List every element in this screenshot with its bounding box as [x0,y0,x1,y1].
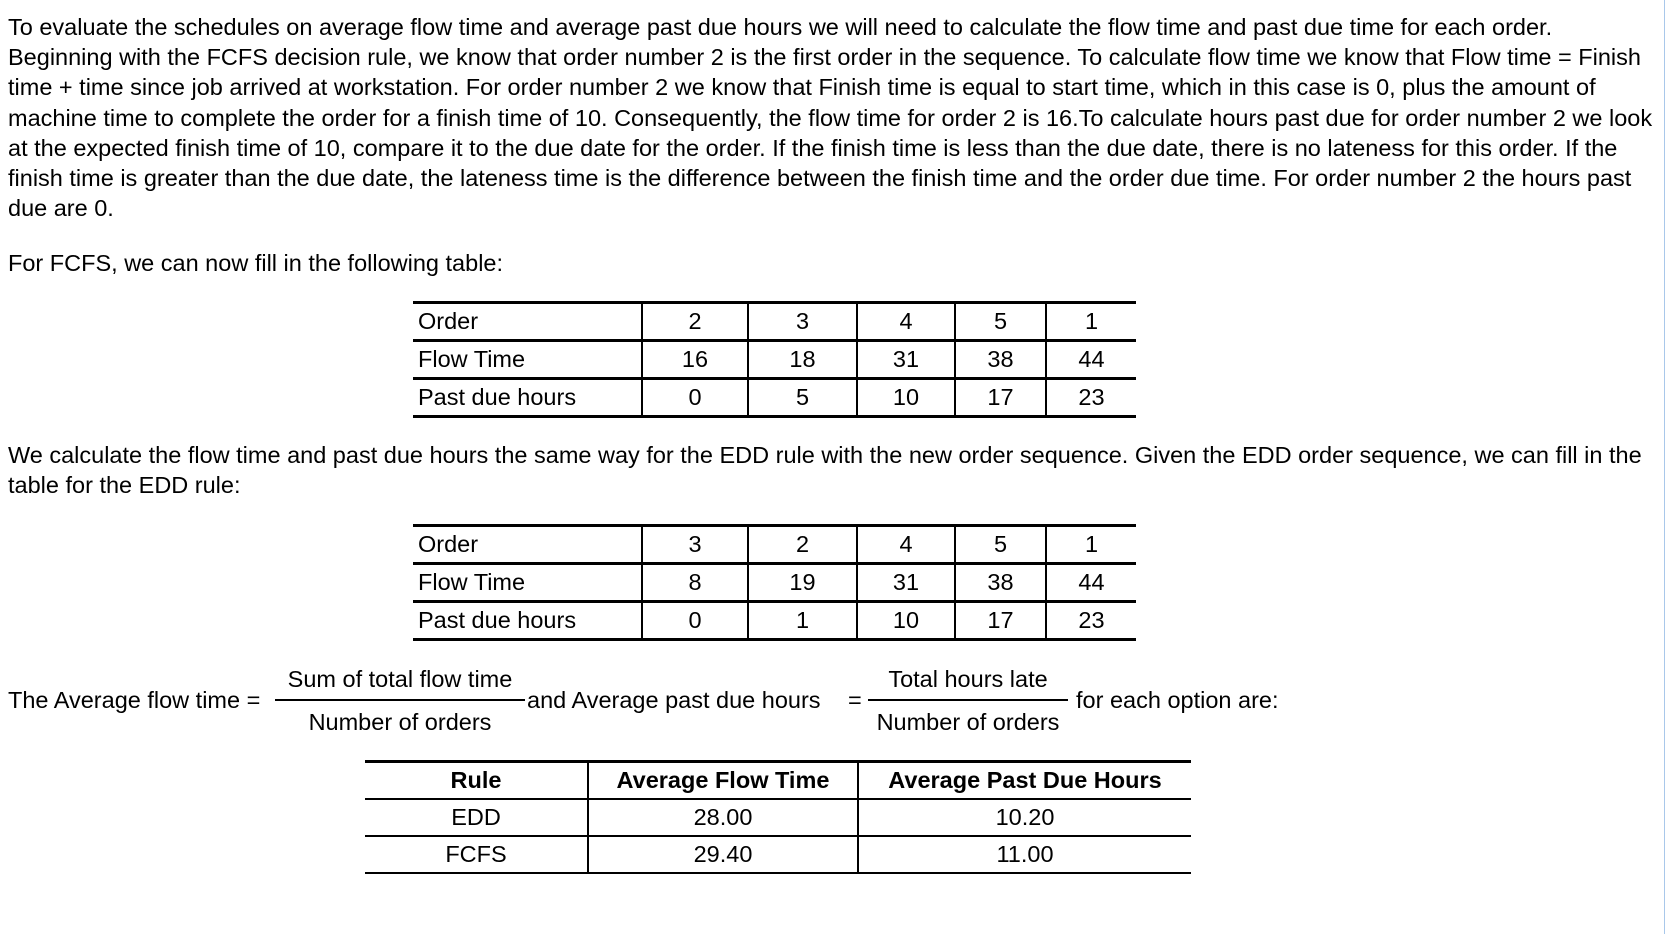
edd-intro-text: We calculate the flow time and past due hours the same way for the EDD rule with the new order sequence. Given the EDD order sequence, we can fill in the table for the EDD rule: [8,442,1642,499]
table-cell: 5 [955,526,1046,564]
table-cell: 4 [857,303,955,341]
table-cell: 44 [1046,564,1136,602]
table-cell: 17 [955,602,1046,640]
header-avg-past-due: Average Past Due Hours [858,762,1191,800]
table-cell: 17 [955,379,1046,417]
table-row [413,602,1136,640]
table-row [365,836,1191,873]
avg-past-due-cell: 10.20 [858,799,1191,836]
table-row [413,303,1136,341]
past-due-fraction [868,666,1068,736]
avg-flow-cell: 29.40 [588,836,858,873]
table-cell: 18 [748,341,857,379]
table-cell: 10 [857,379,955,417]
row-label: Order [413,526,642,564]
table-cell: 38 [955,564,1046,602]
rule-cell: FCFS [365,836,588,873]
table-row [413,341,1136,379]
table-cell: 38 [955,341,1046,379]
flow-numerator: Sum of total flow time [275,666,525,701]
table-cell: 3 [642,526,748,564]
table-row [413,526,1136,564]
past-denominator: Number of orders [876,709,1060,735]
formula-prefix: The Average flow time = [8,687,261,713]
table-cell: 2 [642,303,748,341]
table-cell: 1 [1046,526,1136,564]
table-cell: 31 [857,341,955,379]
fcfs-table [413,301,1136,418]
formula-middle: and Average past due hours [527,687,821,713]
flow-denominator: Number of orders [308,709,492,735]
table-cell: 4 [857,526,955,564]
table-header-row [365,762,1191,800]
formula-suffix: for each option are: [1076,687,1279,713]
formula-equals: = [848,687,862,713]
table-row [413,564,1136,602]
table-row [413,379,1136,417]
avg-past-due-cell: 11.00 [858,836,1191,873]
window-scrollbar-edge[interactable] [1662,0,1668,934]
table-cell: 23 [1046,379,1136,417]
table-cell: 2 [748,526,857,564]
table-cell: 5 [748,379,857,417]
table-cell: 16 [642,341,748,379]
table-cell: 44 [1046,341,1136,379]
intro-paragraph: To evaluate the schedules on average flow time and average past due hours we will need to calculate the flow time and past due time for each order. Beginning with the FCFS decision rule, we know that order number 2 is the first order in the sequence. To calculate flow time we know that Flow time = Finish time + time since job arrived at workstation. For order number 2 we know that Finish time is equal to start time, which in this case is 0, plus the amount of machine time to complete the order for a finish time of 10. Consequently, the flow time for order 2 is 16.To calculate hours past due for order number 2 we look at the expected finish time of 10, compare it to the due date for the order. If the finish time is less than the due date, there is no lateness for this order. If the finish time is greater than the due date, the lateness time is the difference between the finish time and the order due time. For order number 2 the hours past due are 0. [8,14,1653,222]
summary-table [365,760,1191,874]
table-cell: 19 [748,564,857,602]
past-numerator: Total hours late [868,666,1068,701]
row-label: Flow Time [413,564,642,602]
table-cell: 1 [748,602,857,640]
row-label: Order [413,303,642,341]
table-cell: 0 [642,379,748,417]
row-label: Flow Time [413,341,642,379]
flow-time-fraction [275,666,525,736]
table-cell: 3 [748,303,857,341]
table-cell: 0 [642,602,748,640]
header-avg-flow: Average Flow Time [588,762,858,800]
row-label: Past due hours [413,379,642,417]
header-rule: Rule [365,762,588,800]
fcfs-intro-text: For FCFS, we can now fill in the following table: [8,250,504,276]
table-cell: 8 [642,564,748,602]
table-cell: 31 [857,564,955,602]
avg-flow-cell: 28.00 [588,799,858,836]
table-row [365,799,1191,836]
table-cell: 10 [857,602,955,640]
table-cell: 23 [1046,602,1136,640]
rule-cell: EDD [365,799,588,836]
edd-table [413,524,1136,641]
table-cell: 5 [955,303,1046,341]
table-cell: 1 [1046,303,1136,341]
row-label: Past due hours [413,602,642,640]
